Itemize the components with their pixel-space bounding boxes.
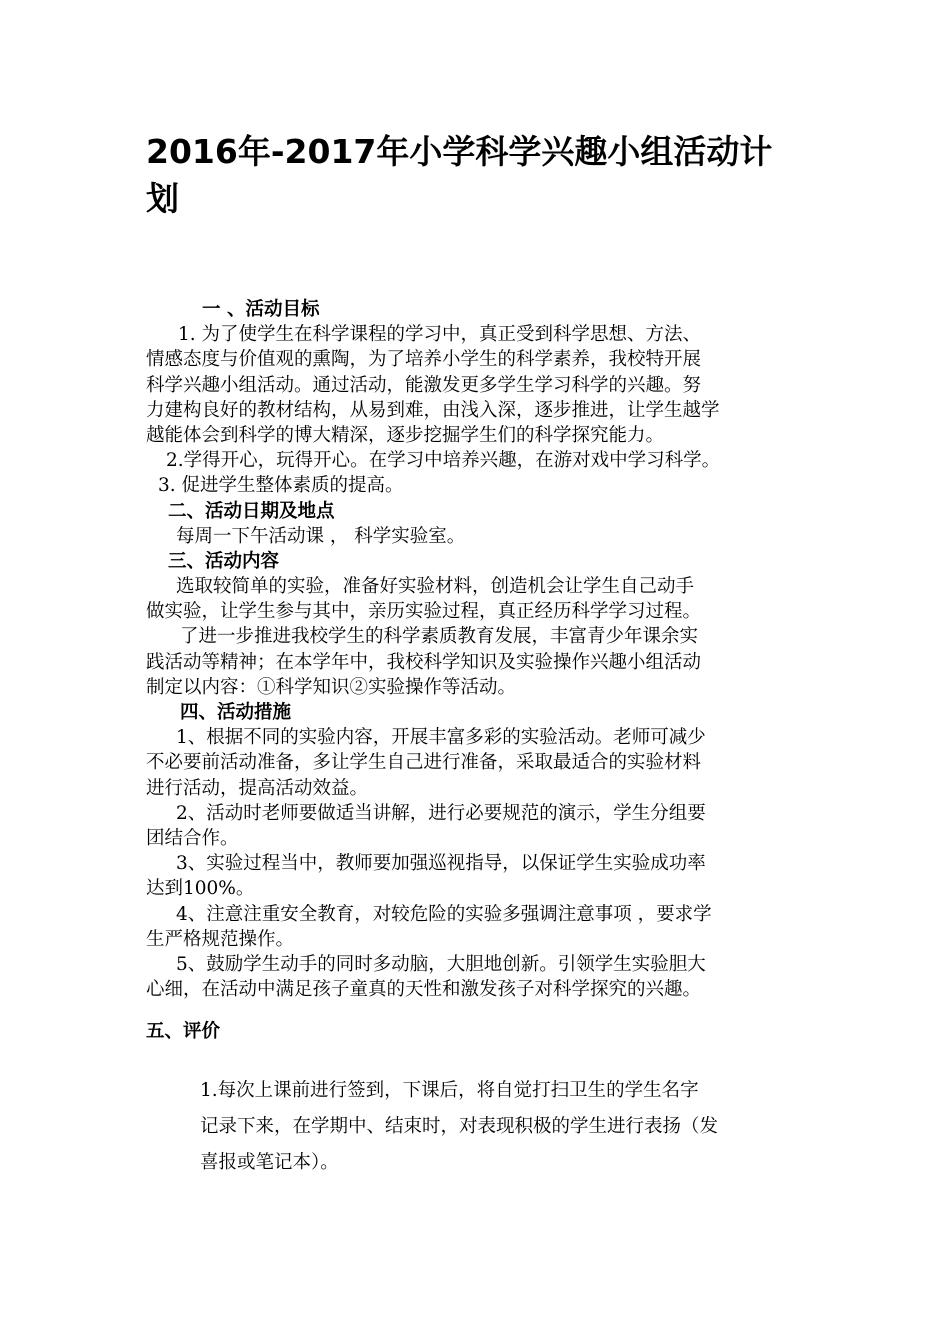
paragraph-line: 生严格规范操作。 bbox=[146, 928, 295, 950]
paragraph-line: 2、活动时老师要做适当讲解，进行必要规范的演示，学生分组要 bbox=[176, 802, 706, 824]
paragraph-line: 3. 促进学生整体素质的提高。 bbox=[158, 475, 404, 497]
section-heading: 三、活动内容 bbox=[168, 550, 280, 572]
document-body bbox=[146, 297, 810, 1002]
paragraph-line: 制定以内容：①科学知识②实验操作等活动。 bbox=[146, 676, 517, 698]
paragraph-line: 记录下来，在学期中、结束时，对表现积极的学生进行表扬（发 bbox=[200, 1116, 719, 1137]
paragraph-line: 了进一步推进我校学生的科学素质教育发展，丰富青少年课余实 bbox=[180, 626, 699, 648]
paragraph-line: 团结合作。 bbox=[146, 827, 239, 849]
paragraph-line: 达到100%。 bbox=[146, 878, 255, 900]
paragraph-line: 1、根据不同的实验内容，开展丰富多彩的实验活动。老师可减少 bbox=[176, 727, 706, 749]
title-line: 划 bbox=[146, 179, 179, 218]
paragraph-line: 进行活动，提高活动效益。 bbox=[146, 777, 369, 799]
section-heading: 二、活动日期及地点 bbox=[168, 500, 335, 522]
paragraph-line: 1. 为了使学生在科学课程的学习中，真正受到科学思想、方法、 bbox=[178, 324, 702, 346]
section-heading-evaluation: 五、评价 bbox=[146, 1021, 221, 1042]
paragraph-line: 4、注意注重安全教育，对较危险的实验多强调注意事项 ，要求学 bbox=[176, 903, 712, 925]
paragraph-line: 3、实验过程当中，教师要加强巡视指导，以保证学生实验成功率 bbox=[176, 853, 706, 875]
paragraph-line: 践活动等精神；在本学年中，我校科学知识及实验操作兴趣小组活动 bbox=[146, 651, 702, 673]
paragraph-line: 力建构良好的教材结构，从易到难，由浅入深，逐步推进，让学生越学 bbox=[146, 399, 720, 421]
paragraph-line: 5、鼓励学生动手的同时多动脑，大胆地创新。引领学生实验胆大 bbox=[176, 953, 706, 975]
paragraph-line: 不必要前活动准备，多让学生自己进行准备，采取最适合的实验材料 bbox=[146, 752, 702, 774]
evaluation-paragraph bbox=[200, 1073, 815, 1181]
paragraph-line: 喜报或笔记本）。 bbox=[200, 1152, 339, 1173]
section-heading: 四、活动措施 bbox=[180, 702, 292, 723]
document-title bbox=[146, 128, 816, 222]
paragraph-line: 越能体会到科学的博大精深，逐步挖掘学生们的科学探究能力。 bbox=[146, 424, 665, 446]
paragraph-line: 1.每次上课前进行签到，下课后，将自觉打扫卫生的学生名字 bbox=[200, 1080, 699, 1101]
paragraph-line: 情感态度与价值观的熏陶，为了培养小学生的科学素养，我校特开展 bbox=[146, 349, 702, 371]
title-line: 2016年-2017年小学科学兴趣小组活动计 bbox=[146, 132, 773, 171]
paragraph-line: 每周一下午活动课 ， 科学实验室。 bbox=[176, 525, 466, 547]
paragraph-line: 心细，在活动中满足孩子童真的天性和激发孩子对科学探究的兴趣。 bbox=[146, 979, 702, 1001]
paragraph-line: 科学兴趣小组活动。通过活动，能激发更多学生学习科学的兴趣。努 bbox=[146, 374, 702, 396]
paragraph-line: 做实验，让学生参与其中，亲历实验过程，真正经历科学学习过程。 bbox=[146, 601, 702, 623]
paragraph-line: 2.学得开心，玩得开心。在学习中培养兴趣，在游对戏中学习科学。 bbox=[166, 450, 721, 472]
section-heading: 一 、活动目标 bbox=[202, 299, 320, 320]
paragraph-line: 选取较简单的实验，准备好实验材料，创造机会让学生自己动手 bbox=[176, 576, 695, 598]
